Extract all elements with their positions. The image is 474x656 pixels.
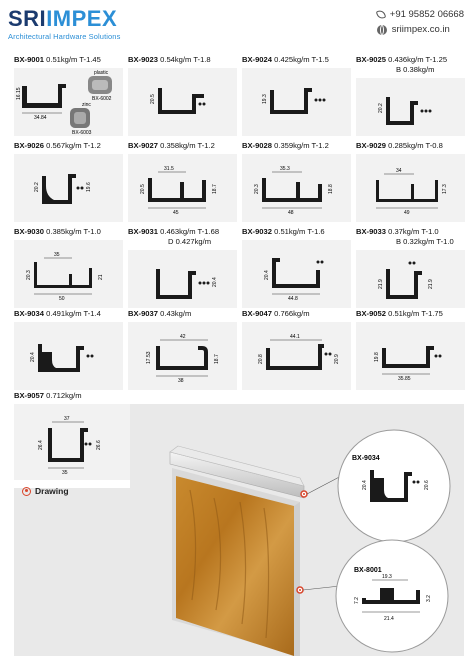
product-card-bx9037 bbox=[128, 308, 237, 392]
dim-label: 20.9 bbox=[334, 354, 340, 364]
brand-logo bbox=[8, 8, 120, 41]
dim-label: 35 bbox=[54, 252, 60, 258]
product-code: BX-9028 bbox=[242, 141, 272, 150]
product-code: BX-9001 bbox=[14, 55, 44, 64]
profile-drawing-bx9025 bbox=[356, 78, 465, 136]
product-code: BX-9052 bbox=[356, 309, 386, 318]
product-code: BX-9047 bbox=[242, 309, 272, 318]
dim-label: 17.53 bbox=[146, 351, 152, 364]
dim-label: 20.2 bbox=[378, 103, 384, 113]
product-header bbox=[128, 308, 237, 320]
product-code: BX-9030 bbox=[14, 227, 44, 236]
product-spec: 0.359kg/m T-1.2 bbox=[274, 141, 329, 150]
callout-title-bx9034: BX-9034 bbox=[352, 455, 380, 462]
product-spec: 0.766kg/m bbox=[274, 309, 310, 318]
drawing-label-text: Drawing bbox=[35, 486, 69, 496]
profile-drawing-bx9024 bbox=[242, 68, 351, 136]
dim-label: 38 bbox=[178, 378, 184, 384]
product-code: BX-9023 bbox=[128, 55, 158, 64]
profile-drawing-bx9052 bbox=[356, 322, 465, 390]
product-spec: 0.358kg/m T-1.2 bbox=[160, 141, 215, 150]
product-spec: 0.37kg/m T-1.0 bbox=[388, 227, 439, 236]
product-header bbox=[14, 308, 123, 320]
dim-label: 35.85 bbox=[398, 376, 411, 382]
dim-label: 20.5 bbox=[140, 184, 146, 194]
product-code: BX-9033 bbox=[356, 227, 386, 236]
product-spec: 0.51kg/m T-1.75 bbox=[388, 309, 443, 318]
dim-label: 19.6 bbox=[86, 182, 92, 192]
product-card-bx9025 bbox=[356, 54, 465, 138]
phone-icon bbox=[375, 9, 386, 20]
contact-phone-row bbox=[377, 7, 464, 22]
dim-label: 21 bbox=[98, 274, 104, 280]
profile-drawing-bx9033 bbox=[356, 250, 465, 308]
product-header bbox=[356, 308, 465, 320]
product-header bbox=[242, 308, 351, 320]
product-header bbox=[14, 54, 123, 66]
dim-label: 50 bbox=[59, 296, 65, 302]
dim-label: 20.4 bbox=[264, 270, 270, 280]
product-header bbox=[356, 226, 465, 248]
profile-drawing-bx9031 bbox=[128, 250, 237, 308]
brand-tagline: Architectural Hardware Solutions bbox=[8, 32, 121, 41]
product-spec: 0.285kg/m T-0.8 bbox=[388, 141, 443, 150]
product-header bbox=[128, 226, 237, 248]
brand-name-part1: SRI bbox=[8, 6, 47, 31]
brand-name-part2: IMPEX bbox=[46, 6, 118, 31]
dim-label: 19.8 bbox=[374, 352, 380, 362]
product-header bbox=[242, 54, 351, 66]
product-header bbox=[242, 226, 351, 238]
product-spec: 0.51kg/m T-1.45 bbox=[46, 55, 101, 64]
profile-drawing-bx9037 bbox=[128, 322, 237, 390]
dim-label: 42 bbox=[180, 334, 186, 340]
dim-label: 19.3 bbox=[262, 94, 268, 104]
dim-label: 21.9 bbox=[378, 279, 384, 289]
dim-label: 34 bbox=[396, 168, 402, 174]
product-header bbox=[242, 140, 351, 152]
profile-drawing-bx9026 bbox=[14, 154, 123, 222]
dim-label: 18.7 bbox=[214, 354, 220, 364]
dim-label: 18.8 bbox=[328, 184, 334, 194]
product-card-bx9026 bbox=[14, 140, 123, 224]
dim-label: 34.84 bbox=[34, 115, 47, 121]
product-spec: 0.385kg/m T-1.0 bbox=[46, 227, 101, 236]
product-card-bx9031 bbox=[128, 226, 237, 310]
annotation-zinc: zinc bbox=[82, 102, 91, 108]
product-card-bx9023 bbox=[128, 54, 237, 138]
dim-label: 44.1 bbox=[290, 334, 300, 340]
dim-label: 20.5 bbox=[150, 94, 156, 104]
product-card-bx9034 bbox=[14, 308, 123, 392]
brand-name bbox=[8, 8, 120, 30]
product-card-bx9047 bbox=[242, 308, 351, 392]
dim-label: 21.9 bbox=[428, 279, 434, 289]
profile-drawing-bx9023 bbox=[128, 68, 237, 136]
dim-label: 35.3 bbox=[280, 166, 290, 172]
product-spec: 0.463kg/m T-1.68 bbox=[160, 227, 220, 236]
annotation-plastic: plastic bbox=[94, 70, 109, 76]
product-header bbox=[356, 54, 465, 76]
product-header bbox=[128, 54, 237, 66]
contact-website[interactable]: sriimpex.co.in bbox=[391, 24, 450, 35]
profile-drawing-bx9032 bbox=[242, 240, 351, 308]
annotation-plastic-code: BX-6002 bbox=[92, 96, 112, 102]
product-card-bx9030 bbox=[14, 226, 123, 310]
product-card-bx9033 bbox=[356, 226, 465, 310]
product-card-bx9052 bbox=[356, 308, 465, 392]
product-code: BX-9031 bbox=[128, 227, 158, 236]
dim-label: 44.8 bbox=[288, 296, 298, 302]
product-spec: 0.54kg/m T-1.8 bbox=[160, 55, 211, 64]
product-code: BX-9029 bbox=[356, 141, 386, 150]
page-header bbox=[0, 0, 474, 54]
drawing-illustration bbox=[0, 390, 474, 656]
profile-drawing-bx9047 bbox=[242, 322, 351, 390]
product-spec: 0.712kg/m bbox=[46, 391, 82, 400]
callout-title-bx8001: BX-8001 bbox=[354, 567, 382, 574]
product-card-bx9028 bbox=[242, 140, 351, 224]
dim-label: 49 bbox=[404, 210, 410, 216]
product-spec: 0.567kg/m T-1.2 bbox=[46, 141, 101, 150]
product-code: BX-9024 bbox=[242, 55, 272, 64]
product-card-bx9001 bbox=[14, 54, 123, 138]
dim-label: 45 bbox=[173, 210, 179, 216]
product-spec-secondary: D 0.427kg/m bbox=[168, 237, 212, 246]
contact-phone[interactable]: +91 95852 06668 bbox=[389, 9, 464, 20]
bullet-icon bbox=[22, 487, 31, 496]
dim-label: 26.4 bbox=[38, 440, 44, 450]
dim-label: 26.6 bbox=[96, 440, 102, 450]
dim-label: 31.5 bbox=[164, 166, 174, 172]
product-card-bx9027 bbox=[128, 140, 237, 224]
product-spec: 0.51kg/m T-1.6 bbox=[274, 227, 325, 236]
dim-label: 3.2 bbox=[426, 595, 432, 602]
callout-circle-bx9034 bbox=[338, 430, 450, 542]
contact-info bbox=[377, 7, 464, 37]
profile-drawing-bx9001 bbox=[14, 68, 123, 136]
dim-label: 21.4 bbox=[384, 616, 394, 622]
door-panel bbox=[176, 476, 294, 656]
product-header bbox=[356, 140, 465, 152]
dim-label: 20.2 bbox=[34, 182, 40, 192]
dim-label: 35 bbox=[62, 470, 68, 476]
product-spec-secondary: B 0.32kg/m T-1.0 bbox=[396, 237, 454, 246]
dim-label: 20.4 bbox=[212, 277, 218, 287]
dim-label: 16.15 bbox=[16, 87, 22, 100]
contact-web-row bbox=[377, 22, 464, 37]
product-header bbox=[14, 226, 123, 238]
product-code: BX-9032 bbox=[242, 227, 272, 236]
product-spec: 0.425kg/m T-1.5 bbox=[274, 55, 329, 64]
dim-label: 20.4 bbox=[30, 352, 36, 362]
product-spec-secondary: B 0.38kg/m bbox=[396, 65, 435, 74]
product-code: BX-9037 bbox=[128, 309, 158, 318]
dim-label: 20.3 bbox=[26, 270, 32, 280]
product-card-bx9032 bbox=[242, 226, 351, 310]
product-code: BX-9026 bbox=[14, 141, 44, 150]
profile-drawing-bx9034 bbox=[14, 322, 123, 390]
product-header bbox=[14, 140, 123, 152]
product-code: BX-9027 bbox=[128, 141, 158, 150]
product-spec: 0.436kg/m T-1.25 bbox=[388, 55, 448, 64]
product-spec: 0.491kg/m T-1.4 bbox=[46, 309, 101, 318]
product-code: BX-9025 bbox=[356, 55, 386, 64]
profile-drawing-bx9030 bbox=[14, 240, 123, 308]
product-code: BX-9057 bbox=[14, 391, 44, 400]
drawing-section-label bbox=[22, 486, 69, 496]
profile-drawing-bx9027 bbox=[128, 154, 237, 222]
product-header bbox=[128, 140, 237, 152]
profile-drawing-bx9028 bbox=[242, 154, 351, 222]
product-card-bx9029 bbox=[356, 140, 465, 224]
annotation-zinc-code: BX-6003 bbox=[72, 130, 92, 136]
dim-label: 20.4 bbox=[362, 480, 368, 490]
dim-label: 7.2 bbox=[354, 597, 360, 604]
dim-label: 20.3 bbox=[254, 184, 260, 194]
dim-label: 17.3 bbox=[442, 184, 448, 194]
dim-label: 20.6 bbox=[424, 480, 430, 490]
product-card-bx9024 bbox=[242, 54, 351, 138]
dim-label: 37 bbox=[64, 416, 70, 422]
dim-label: 18.7 bbox=[212, 184, 218, 194]
profile-drawing-bx9029 bbox=[356, 154, 465, 222]
product-code: BX-9034 bbox=[14, 309, 44, 318]
dim-label: 19.3 bbox=[382, 574, 392, 580]
dim-label: 20.8 bbox=[258, 354, 264, 364]
product-spec: 0.43kg/m bbox=[160, 309, 192, 318]
globe-icon bbox=[377, 25, 387, 35]
dim-label: 48 bbox=[288, 210, 294, 216]
